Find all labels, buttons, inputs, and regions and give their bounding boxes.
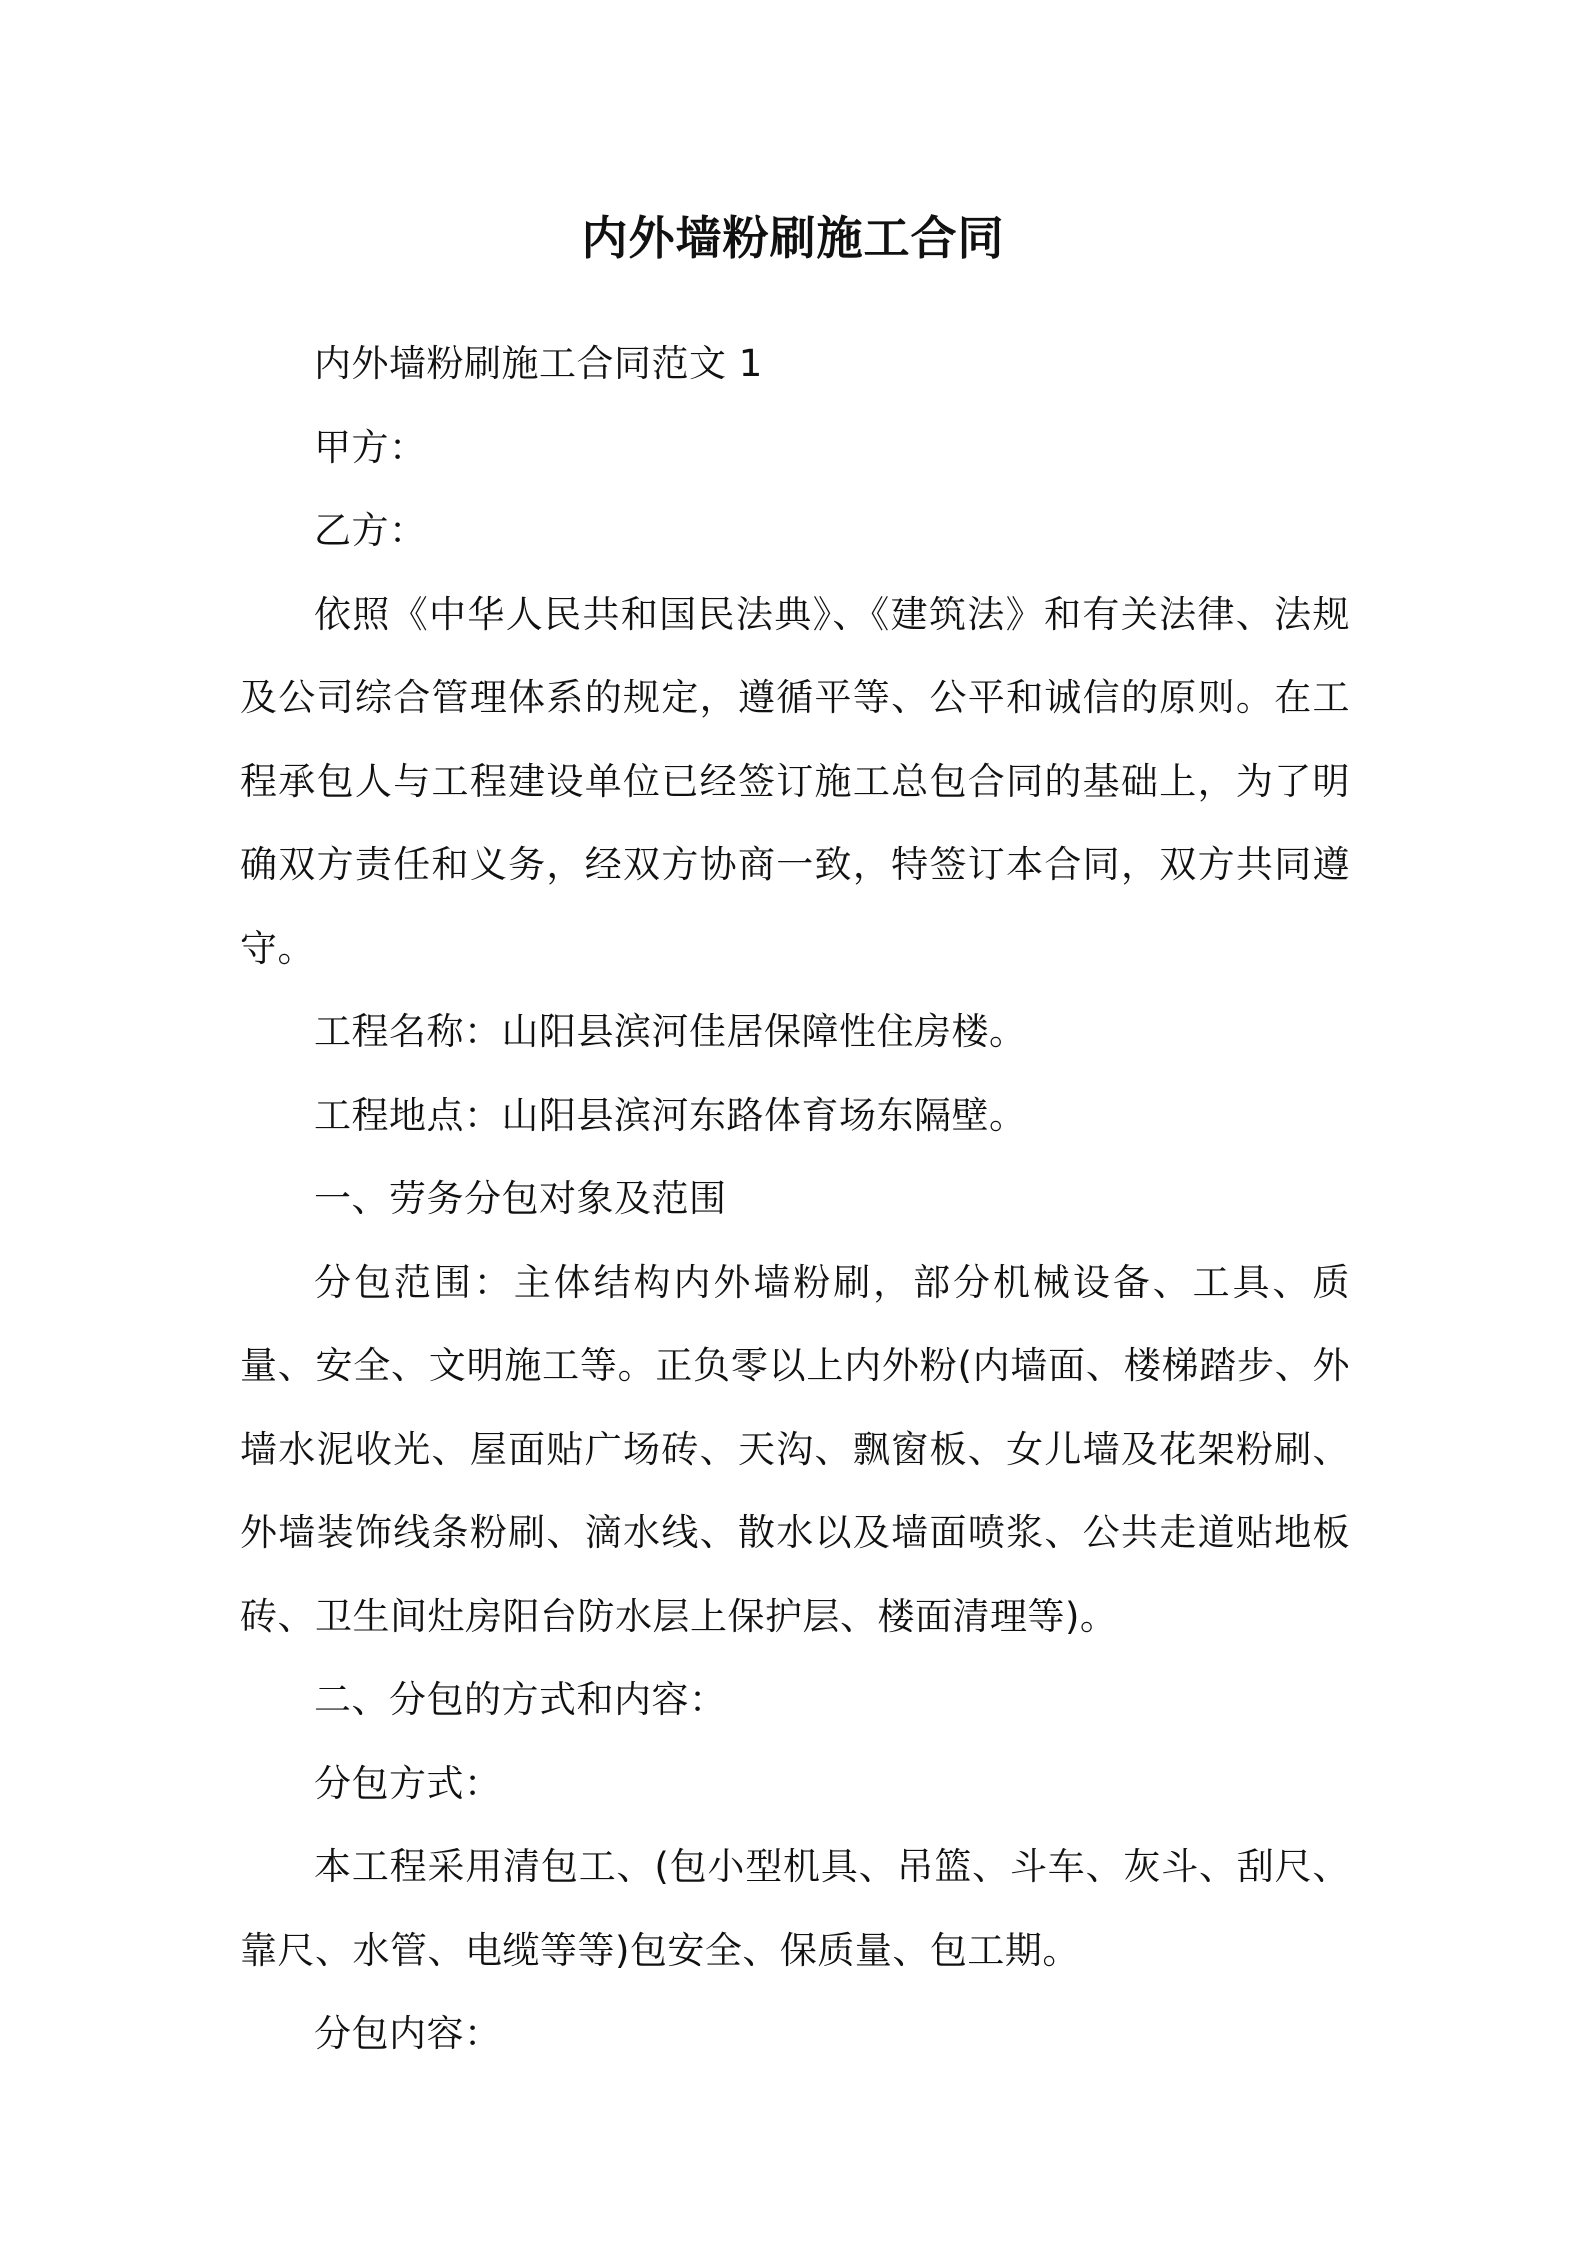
section-heading-scope: 一、劳务分包对象及范围: [314, 1177, 727, 1220]
paragraph-project-location: 工程地点：山阳县滨河东路体育场东隔壁。: [314, 1093, 1027, 1137]
section-heading-method: 二、分包的方式和内容：: [314, 1678, 727, 1721]
document-title: 内外墙粉刷施工合同: [581, 211, 1005, 265]
paragraph-method-label: 分包方式：: [314, 1761, 502, 1805]
paragraph-method-detail: 本工程采用清包工、(包小型机具、吊篮、斗车、灰斗、刮尺、靠尺、水管、电缆等等)包安全、保质量、包工期。: [240, 1845, 1350, 1972]
document-body: [240, 322, 1350, 2076]
paragraph-party-a: 甲方：: [314, 425, 427, 469]
paragraph-scope-detail: 分包范围：主体结构内外墙粉刷，部分机械设备、工具、质量、安全、文明施工等。正负零以上内外粉(内墙面、楼梯踏步、外墙水泥收光、屋面贴广场砖、天沟、飘窗板、女儿墙及花架粉刷、外墙装饰线条粉刷、滴水线、散水以及墙面喷浆、公共走道贴地板砖、卫生间灶房阳台防水层上保护层、楼面清理等)。: [240, 1260, 1350, 1638]
paragraph-party-b: 乙方：: [314, 509, 427, 552]
paragraph-content-label: 分包内容：: [314, 2012, 502, 2055]
paragraph-project-name: 工程名称：山阳县滨河佳居保障性住房楼。: [314, 1010, 1027, 1053]
paragraph-heading-sample: 内外墙粉刷施工合同范文 1: [314, 342, 763, 385]
paragraph-preamble: 依照《中华人民共和国民法典》、《建筑法》和有关法律、法规及公司综合管理体系的规定，遵循平等、公平和诚信的原则。在工程承包人与工程建设单位已经签订施工总包合同的基础上，为了明确双方责任和义务，经双方协商一致，特签订本合同，双方共同遵守。: [240, 592, 1350, 970]
